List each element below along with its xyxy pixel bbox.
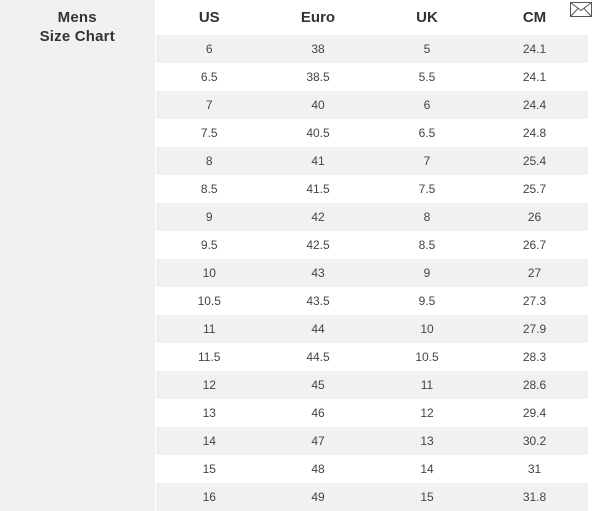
- cell-uk: 11: [373, 371, 481, 399]
- cell-euro: 42.5: [263, 231, 373, 259]
- cell-euro: 41.5: [263, 175, 373, 203]
- cell-us: 10.5: [155, 287, 263, 315]
- cell-us: 9.5: [155, 231, 263, 259]
- cell-us: 7: [155, 91, 263, 119]
- cell-uk: 13: [373, 427, 481, 455]
- cell-uk: 8: [373, 203, 481, 231]
- cell-euro: 43: [263, 259, 373, 287]
- cell-uk: 12: [373, 399, 481, 427]
- cell-uk: 5: [373, 35, 481, 63]
- column-header-uk: UK: [373, 0, 481, 35]
- mail-icon[interactable]: [570, 2, 592, 17]
- cell-cm: 29.4: [481, 399, 588, 427]
- cell-cm: 27: [481, 259, 588, 287]
- cell-euro: 44.5: [263, 343, 373, 371]
- cell-uk: 6.5: [373, 119, 481, 147]
- cell-us: 7.5: [155, 119, 263, 147]
- cell-cm: 24.1: [481, 63, 588, 91]
- cell-uk: 14: [373, 455, 481, 483]
- cell-us: 11.5: [155, 343, 263, 371]
- column-header-euro: Euro: [263, 0, 373, 35]
- cell-us: 8.5: [155, 175, 263, 203]
- chart-title-line1: Mens: [57, 9, 97, 26]
- cell-euro: 48: [263, 455, 373, 483]
- cell-us: 11: [155, 315, 263, 343]
- cell-us: 16: [155, 483, 263, 511]
- cell-cm: 28.6: [481, 371, 588, 399]
- column-header-cm: CM: [481, 0, 588, 35]
- cell-euro: 44: [263, 315, 373, 343]
- cell-euro: 49: [263, 483, 373, 511]
- cell-cm: 27.3: [481, 287, 588, 315]
- cell-uk: 7.5: [373, 175, 481, 203]
- cell-us: 12: [155, 371, 263, 399]
- cell-us: 8: [155, 147, 263, 175]
- cell-us: 15: [155, 455, 263, 483]
- cell-cm: 31.8: [481, 483, 588, 511]
- cell-uk: 6: [373, 91, 481, 119]
- cell-euro: 45: [263, 371, 373, 399]
- cell-us: 10: [155, 259, 263, 287]
- cell-cm: 25.4: [481, 147, 588, 175]
- cell-uk: 8.5: [373, 231, 481, 259]
- cell-cm: 26: [481, 203, 588, 231]
- cell-uk: 10: [373, 315, 481, 343]
- chart-title-line2: Size Chart: [39, 27, 115, 45]
- cell-cm: 28.3: [481, 343, 588, 371]
- cell-cm: 24.4: [481, 91, 588, 119]
- cell-cm: 24.1: [481, 35, 588, 63]
- column-header-us: US: [155, 0, 263, 35]
- cell-uk: 9.5: [373, 287, 481, 315]
- table-header-row: [0, 0, 588, 35]
- cell-cm: 25.7: [481, 175, 588, 203]
- cell-euro: 38: [263, 35, 373, 63]
- cell-uk: 5.5: [373, 63, 481, 91]
- cell-euro: 40: [263, 91, 373, 119]
- cell-euro: 47: [263, 427, 373, 455]
- cell-cm: 31: [481, 455, 588, 483]
- cell-euro: 41: [263, 147, 373, 175]
- cell-us: 6.5: [155, 63, 263, 91]
- cell-euro: 40.5: [263, 119, 373, 147]
- cell-cm: 24.8: [481, 119, 588, 147]
- cell-cm: 26.7: [481, 231, 588, 259]
- cell-euro: 42: [263, 203, 373, 231]
- cell-us: 13: [155, 399, 263, 427]
- cell-uk: 7: [373, 147, 481, 175]
- cell-cm: 30.2: [481, 427, 588, 455]
- cell-us: 6: [155, 35, 263, 63]
- cell-us: 9: [155, 203, 263, 231]
- cell-uk: 9: [373, 259, 481, 287]
- cell-cm: 27.9: [481, 315, 588, 343]
- cell-uk: 15: [373, 483, 481, 511]
- cell-euro: 38.5: [263, 63, 373, 91]
- cell-euro: 43.5: [263, 287, 373, 315]
- chart-title-cell: [0, 0, 155, 511]
- cell-uk: 10.5: [373, 343, 481, 371]
- cell-us: 14: [155, 427, 263, 455]
- cell-euro: 46: [263, 399, 373, 427]
